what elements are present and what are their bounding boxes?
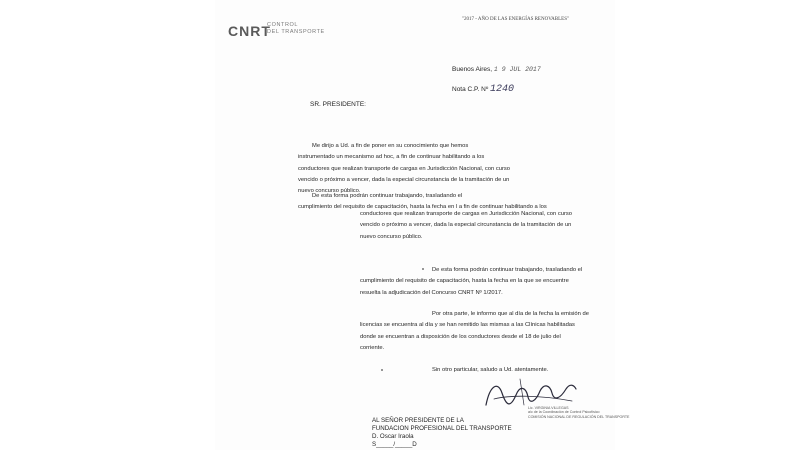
addressee-line: S_____/_____D [372, 441, 417, 448]
stamp-line: Lic. VIRGINIA VILLEGAS [528, 406, 569, 410]
handwritten-note-number: 1240 [490, 84, 515, 95]
signature-stamp [528, 406, 629, 419]
addressee-line: FUNDACION PROFESIONAL DEL TRANSPORTE [372, 425, 512, 432]
paragraph-fragment: a fin de continuar habilitando a los [458, 204, 547, 211]
paragraph-1 [298, 141, 610, 197]
logo-subtitle-line-2: DEL TRANSPORTE [267, 29, 325, 35]
stamp-line: COMISIÓN NACIONAL DE REGULACIÓN DEL TRANSPORTE [528, 414, 630, 419]
paragraph-fragment: cumplimiento del requisito de capacitación, hasta la fecha en l [298, 204, 458, 211]
addressee-line: AL SEÑOR PRESIDENTE DE LA [372, 417, 464, 424]
scan-speck [422, 268, 424, 270]
paragraph-4 [360, 265, 612, 299]
paragraph-line: vencido o próximo a vencer, dada la especial circunstancia de la tramitación de un [298, 176, 510, 183]
paragraph-line: Me dirijo a Ud. a fin de poner en su conocimiento que hemos [312, 143, 469, 149]
addressee-block [372, 417, 512, 449]
paragraph-line: licencias se encuentra al día y se han remitido las mismas a las Clínicas habilitadas [360, 322, 575, 329]
paragraph-line: vencido o próximo a vencer, dada la especial circunstancia de la tramitación de un [360, 222, 572, 229]
stamp-line: a/c de la Coordinación de Control Psicofísico [528, 410, 600, 415]
paragraph-line: instrumentado un mecanismo ad hoc, a fin de continuar habilitando a los [298, 154, 485, 161]
paragraph-line: corriente. [360, 344, 385, 351]
cnrt-logo: CNRT [228, 23, 271, 39]
salutation: SR. PRESIDENTE: [310, 101, 366, 108]
logo-subtitle-line-1: CONTROL [267, 22, 299, 28]
paragraph-line: donde se encuentran a disposición de los conductores desde el 18 de julio del [360, 333, 561, 340]
paragraph-line: cumplimiento del requisito de capacitación, hasta la fecha en la que se encuentre [360, 278, 569, 285]
city: Buenos Aires, [452, 66, 493, 73]
paragraph-line: conductores que realizan transporte de cargas en Jurisdicción Nacional, con curso [360, 211, 573, 217]
addressee-line: D. Oscar Iraola [372, 433, 414, 440]
handwritten-date: 1 9 JUL 2017 [493, 66, 541, 73]
year-motto: "2017 - AÑO DE LAS ENERGÍAS RENOVABLES" [462, 17, 570, 22]
paragraph-line: De esta forma podrán continuar trabajando, trasladando el [432, 267, 583, 273]
paragraph-line: Por otra parte, le informo que al día de la fecha la emisión de [432, 311, 589, 317]
paragraph-5 [360, 309, 612, 354]
place-date [452, 66, 541, 73]
paragraph-3 [360, 209, 612, 243]
cnrt-logo-subtitle [267, 22, 325, 36]
scan-speck [381, 369, 383, 371]
paragraph-line: resuelta la adjudicación del Concurso CNRT Nº 1/2017. [360, 289, 503, 296]
paragraph-line: nuevo concurso público. [360, 233, 423, 240]
note-number [452, 84, 514, 95]
paragraph-line: conductores que realizan transporte de cargas en Jurisdicción Nacional, con curso [298, 165, 511, 172]
note-label: Nota C.P. Nº [452, 86, 489, 93]
paragraph-line: nuevo concurso público. [298, 188, 361, 195]
closing-line: Sin otro particular, saludo a Ud. atentamente. [432, 367, 549, 373]
paragraph-line: De esta forma podrán continuar trabajando, trasladando el [312, 193, 463, 199]
